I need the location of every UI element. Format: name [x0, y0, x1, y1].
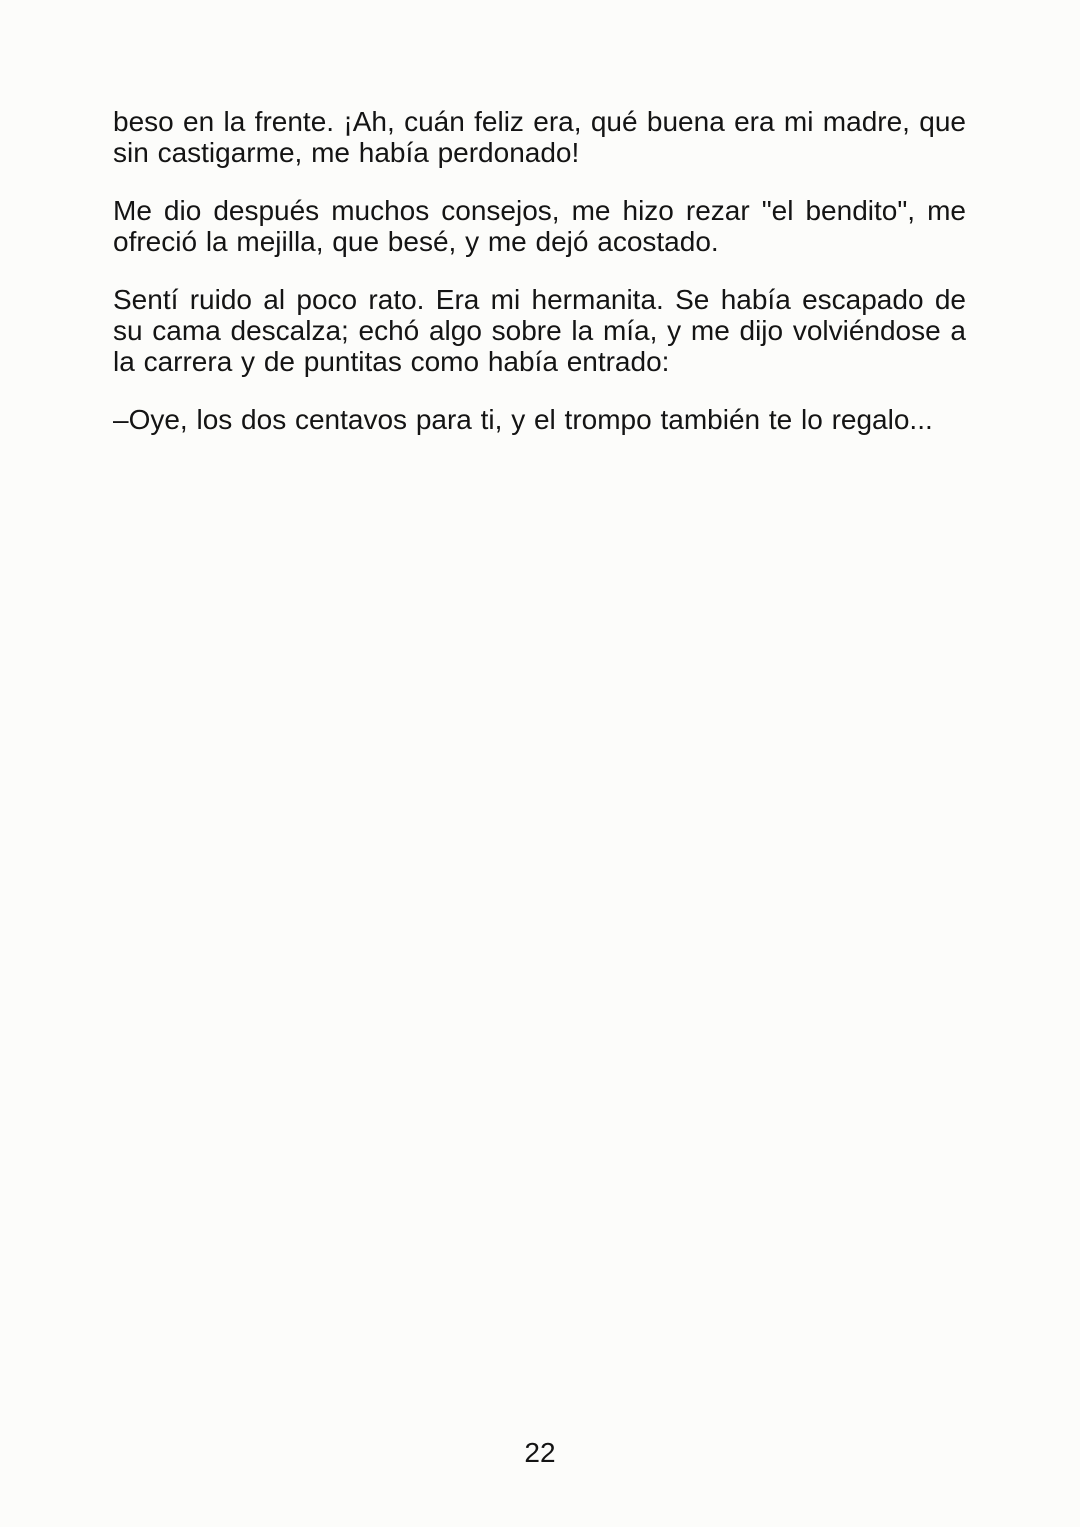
page-number: 22	[524, 1437, 556, 1468]
paragraph: –Oye, los dos centavos para ti, y el trompo también te lo regalo...	[113, 404, 933, 435]
paragraph: Sentí ruido al poco rato. Era mi hermanita. Se había escapado de su cama descalza; echó algo sobre la mía, y me dijo volviéndose a la carrera y de puntitas como había entrado:	[113, 284, 966, 377]
paragraph: beso en la frente. ¡Ah, cuán feliz era, qué buena era mi madre, que sin castigarme, me había perdonado!	[113, 106, 966, 168]
text-block	[113, 106, 966, 462]
paragraph: Me dio después muchos consejos, me hizo rezar "el bendito", me ofreció la mejilla, que besé, y me dejó acostado.	[113, 195, 966, 257]
